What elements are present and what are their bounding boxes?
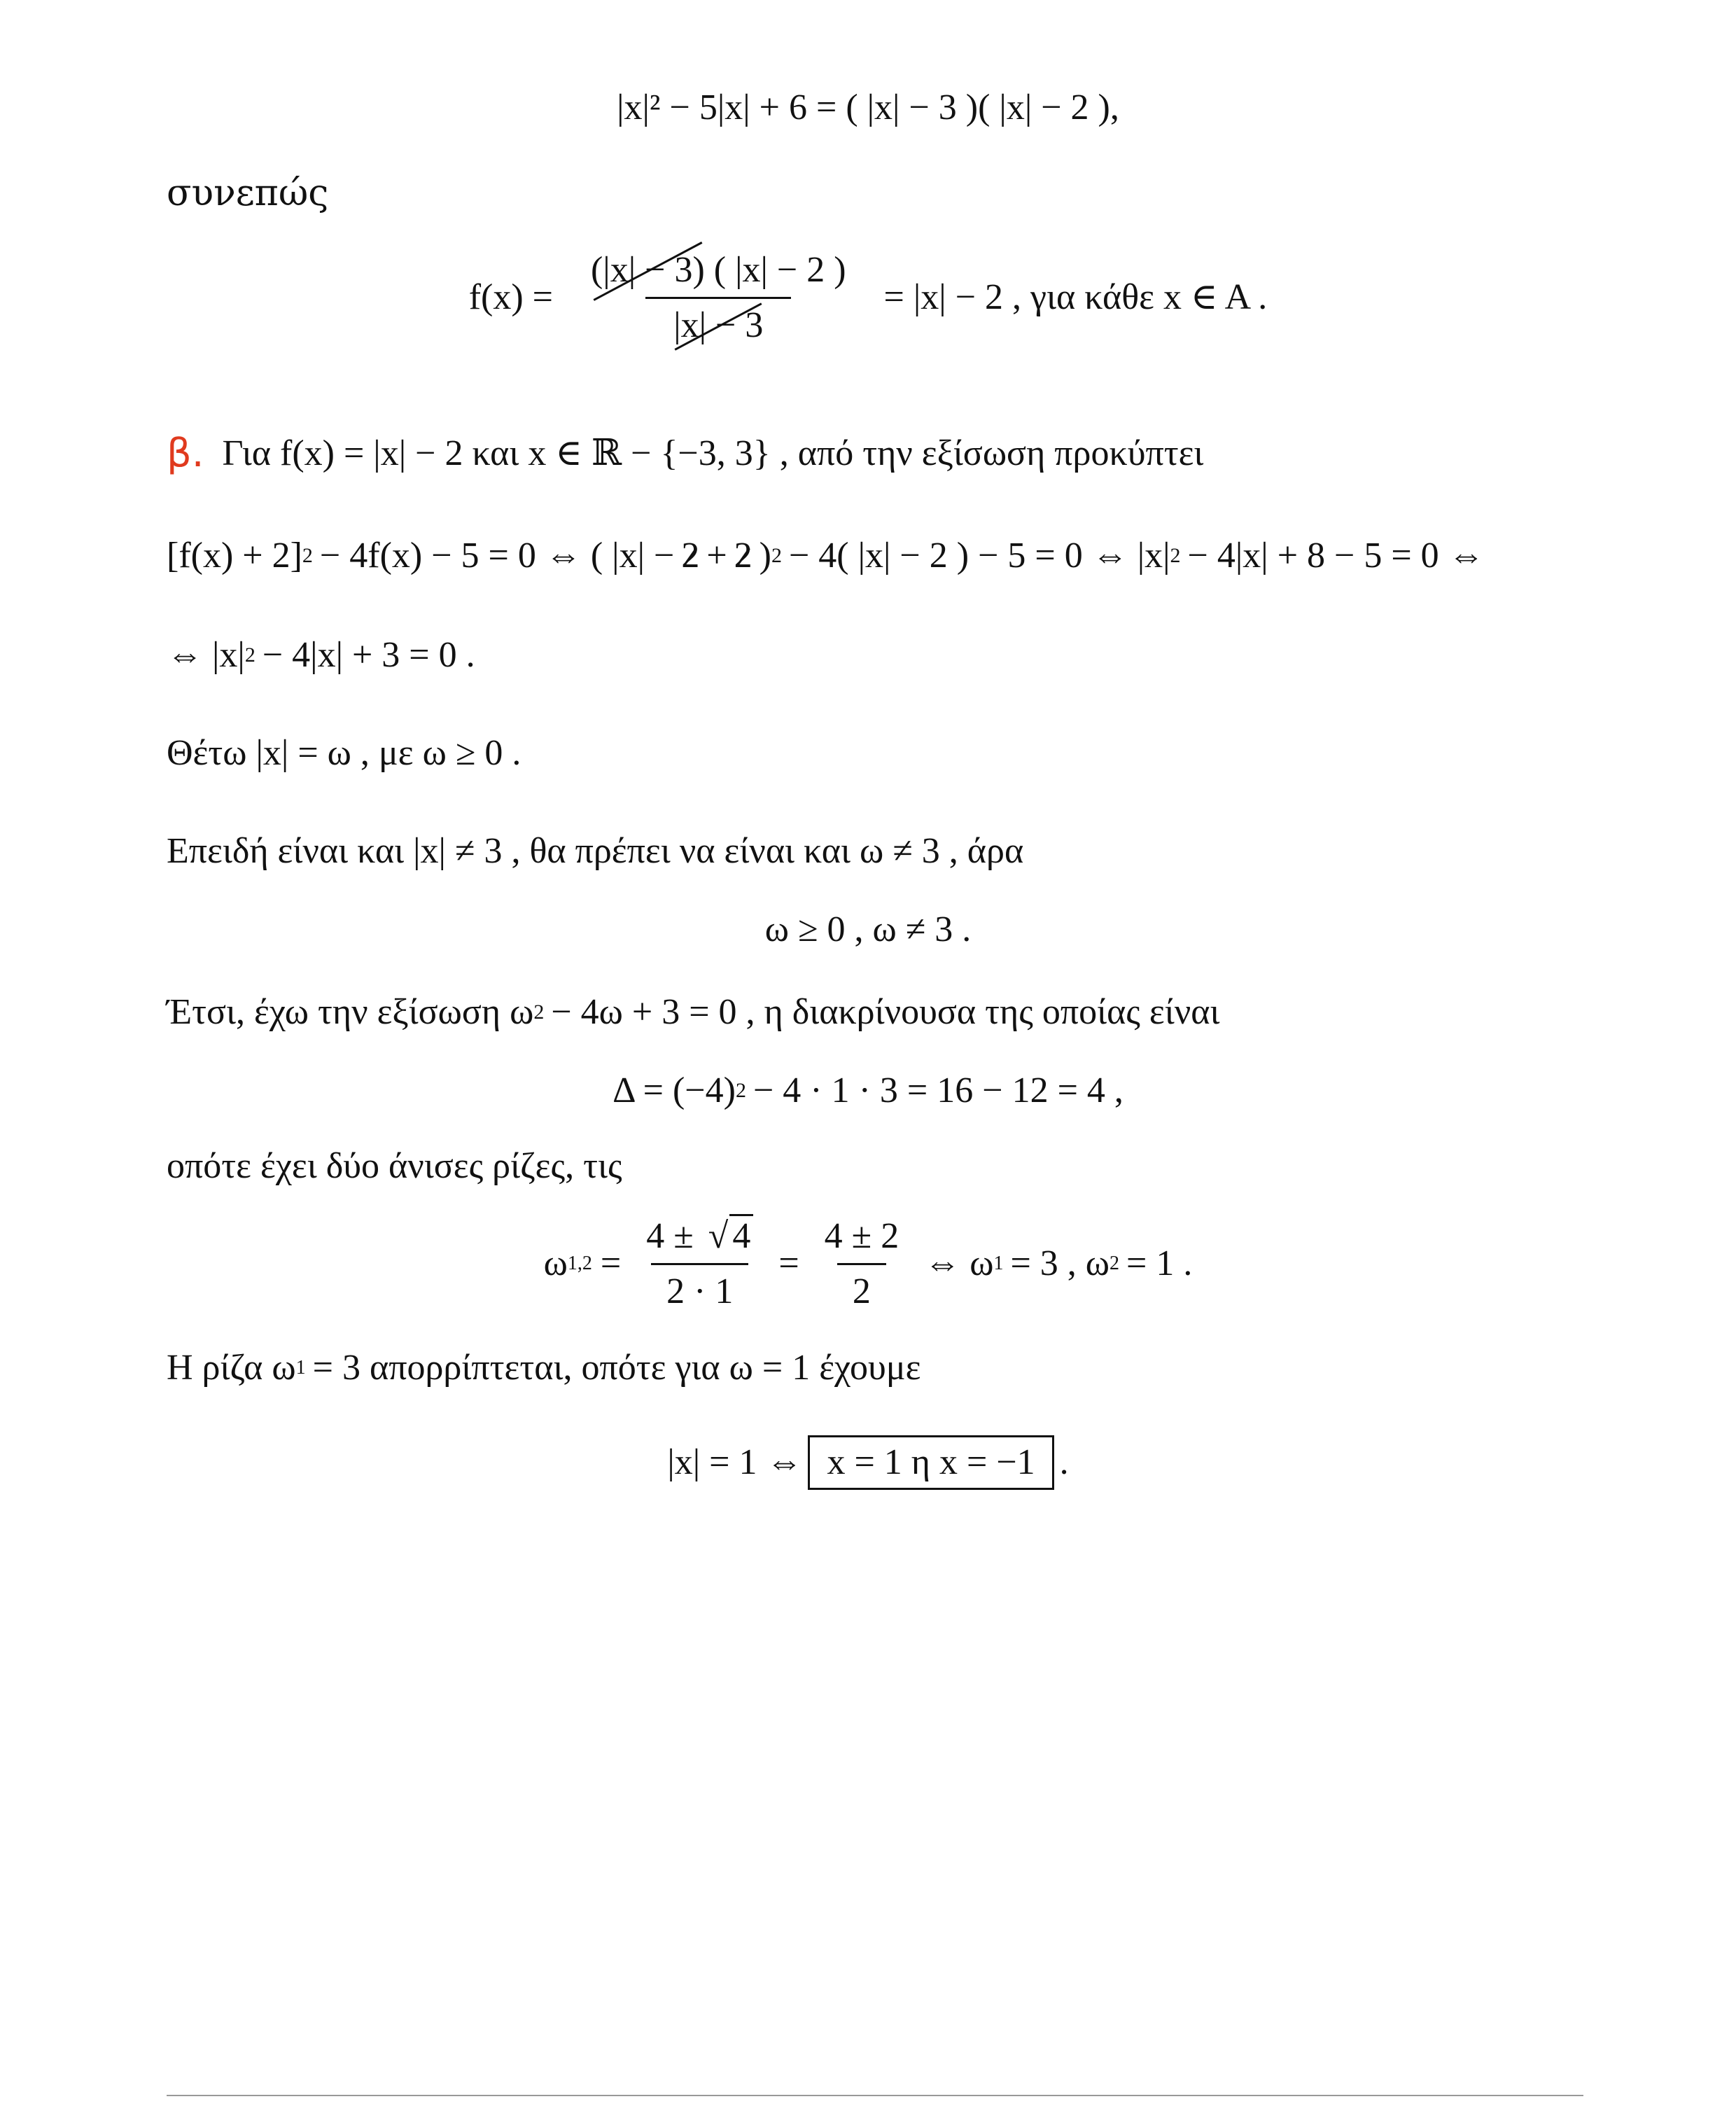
equation-long-chain: [f(x) + 2] 2 − 4f(x) − 5 = 0 ⇔ ( |x| − 2 + 2 ) 2 − 4( |x| − 2 ) − 5 = 0 ⇔ |x| 2 − 4|x| + 8 − 5 = 0 ⇔ <box>167 536 1485 576</box>
fx-denominator <box>645 297 791 344</box>
fx-numerator <box>563 249 874 297</box>
text-two-roots: οπότε έχει δύο άνισες ρίζες, τις <box>167 1146 622 1186</box>
cancelled-two-1: 2 <box>681 536 700 576</box>
part-b-label: β. <box>167 431 204 476</box>
equation-continued: ⇔ |x| 2 − 4|x| + 3 = 0 . <box>167 635 475 675</box>
text-rejected-root: Η ρίζα ω 1 = 3 απορρίπτεται, οπότε για ω = 1 έχουμε <box>167 1348 921 1388</box>
text-synepos: συνεπώς <box>167 172 329 214</box>
part-b-heading <box>167 431 1204 476</box>
equation-final: |x| = 1 ⇔ x = 1 η x = −1 . <box>0 1435 1736 1490</box>
equation-fx-simplified <box>0 231 1736 364</box>
fx-denominator-cancelled: |x| − 3 <box>673 305 764 345</box>
equation-factorization: |x|² − 5|x| + 6 = ( |x| − 3 )( |x| − 2 ), <box>617 88 1119 127</box>
part-b-text: Για f(x) = |x| − 2 και x ∈ ℝ − {−3, 3} , από την εξίσωση προκύπτει <box>222 433 1204 473</box>
equation-discriminant: Δ = (−4) 2 − 4 · 1 · 3 = 16 − 12 = 4 , <box>612 1071 1124 1110</box>
sqrt-radicand: 4 <box>729 1214 753 1256</box>
fx-fraction <box>563 249 874 345</box>
text-quadratic: Έτσι, έχω την εξίσωση ω 2 − 4ω + 3 = 0 , η διακρίνουσα της οποίας είναι <box>167 992 1220 1032</box>
fx-numerator-rest: ( |x| − 2 ) <box>713 249 846 290</box>
final-answer-box: x = 1 η x = −1 <box>808 1435 1054 1490</box>
footer-divider <box>167 2095 1583 2096</box>
fx-lhs: f(x) = <box>468 277 553 317</box>
roots-fraction-2: $\frac{4 \pm 2}{2}$ <box>824 1215 899 1311</box>
text-substitution: Θέτω |x| = ω , με ω ≥ 0 . <box>167 733 522 773</box>
cancelled-two-2: 2 <box>734 536 752 576</box>
roots-fraction-1: $\frac{4 \pm √ 4}{2 \cdot 1}$ <box>631 1218 769 1310</box>
fx-numerator-cancelled: (|x| − 3) <box>590 249 705 290</box>
equation-roots: ω 1,2 = $\frac{4 \pm √ 4}{2 \cdot 1}$ = $\frac{4 \pm 2}{2}$ ⇔ ω 1 = 3 , ω 2 = 1 . <box>0 1211 1736 1316</box>
text-restriction: Επειδή είναι και |x| ≠ 3 , θα πρέπει να είναι και ω ≠ 3 , άρα <box>167 831 1024 871</box>
equation-conditions: ω ≥ 0 , ω ≠ 3 . <box>764 909 972 949</box>
fx-rhs: = |x| − 2 , για κάθε x ∈ A . <box>883 277 1268 317</box>
